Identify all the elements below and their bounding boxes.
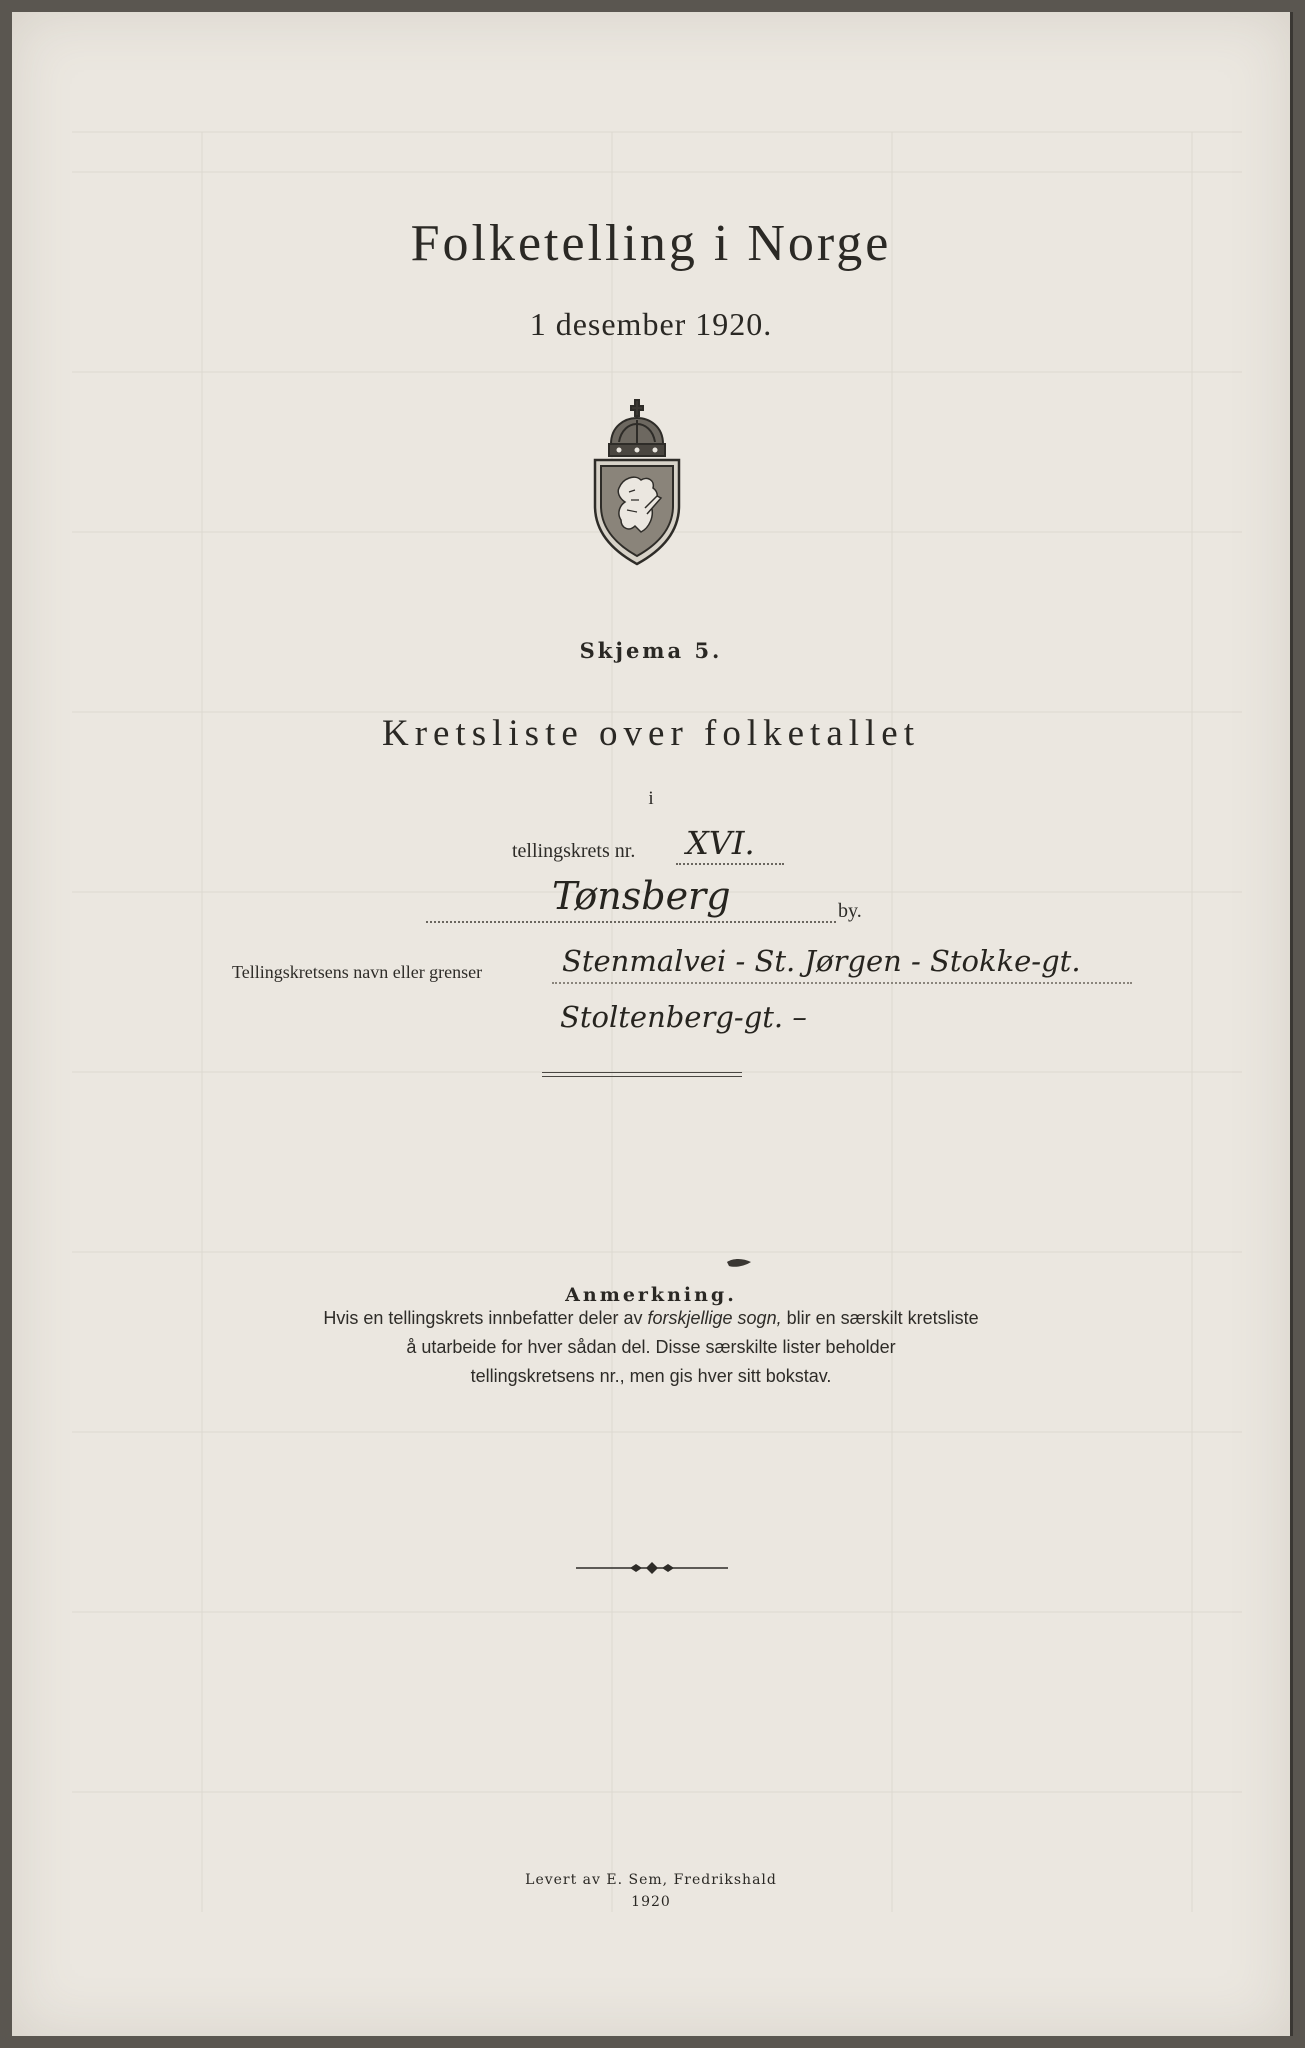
census-form-page — [12, 12, 1293, 2036]
double-rule-bottom — [542, 1076, 742, 1077]
town-value: Tønsberg — [552, 874, 731, 918]
district-label: tellingskrets nr. — [512, 840, 636, 862]
page-title: Folketelling i Norge — [410, 215, 892, 272]
remark-heading: Anmerkning. — [565, 1284, 737, 1306]
boundaries-line-1: Stenmalvei - St. Jørgen - Stokke-gt. — [562, 944, 1081, 978]
schema-label: Skjema 5. — [579, 638, 723, 663]
form-heading: Kretsliste over folketallet — [381, 713, 921, 754]
connector-text: i — [648, 788, 654, 809]
remark-line-1 — [12, 1308, 1290, 1329]
boundaries-line-2: Stoltenberg-gt. – — [560, 1000, 807, 1034]
norwegian-coat-of-arms-icon — [589, 396, 685, 568]
census-date: 1 desember 1920. — [529, 306, 773, 342]
district-field-line — [676, 863, 784, 865]
town-suffix: by. — [838, 900, 862, 922]
remark-line-1-a: Hvis en tellingskrets innbefatter deler av — [323, 1308, 648, 1328]
remark-line-1-b: blir en særskilt kretsliste — [781, 1308, 979, 1328]
printer-year: 1920 — [631, 1894, 671, 1910]
district-value: XVI. — [686, 824, 755, 862]
boundaries-field-line — [552, 982, 1132, 984]
remark-line-3: tellingskretsens nr., men gis hver sitt bokstav. — [470, 1366, 832, 1386]
boundaries-label: Tellingskretsens navn eller grenser — [232, 962, 483, 982]
remark-line-1-emphasis: forskjellige sogn, — [647, 1308, 782, 1328]
town-field-line — [426, 921, 836, 923]
ink-mark-icon — [725, 1256, 753, 1272]
double-rule-top — [542, 1072, 742, 1073]
remark-line-2: å utarbeide for hver sådan del. Disse særskilte lister beholder — [406, 1337, 896, 1357]
ornament-divider-icon — [572, 1558, 732, 1578]
printer-credit: Levert av E. Sem, Fredrikshald — [525, 1872, 777, 1888]
